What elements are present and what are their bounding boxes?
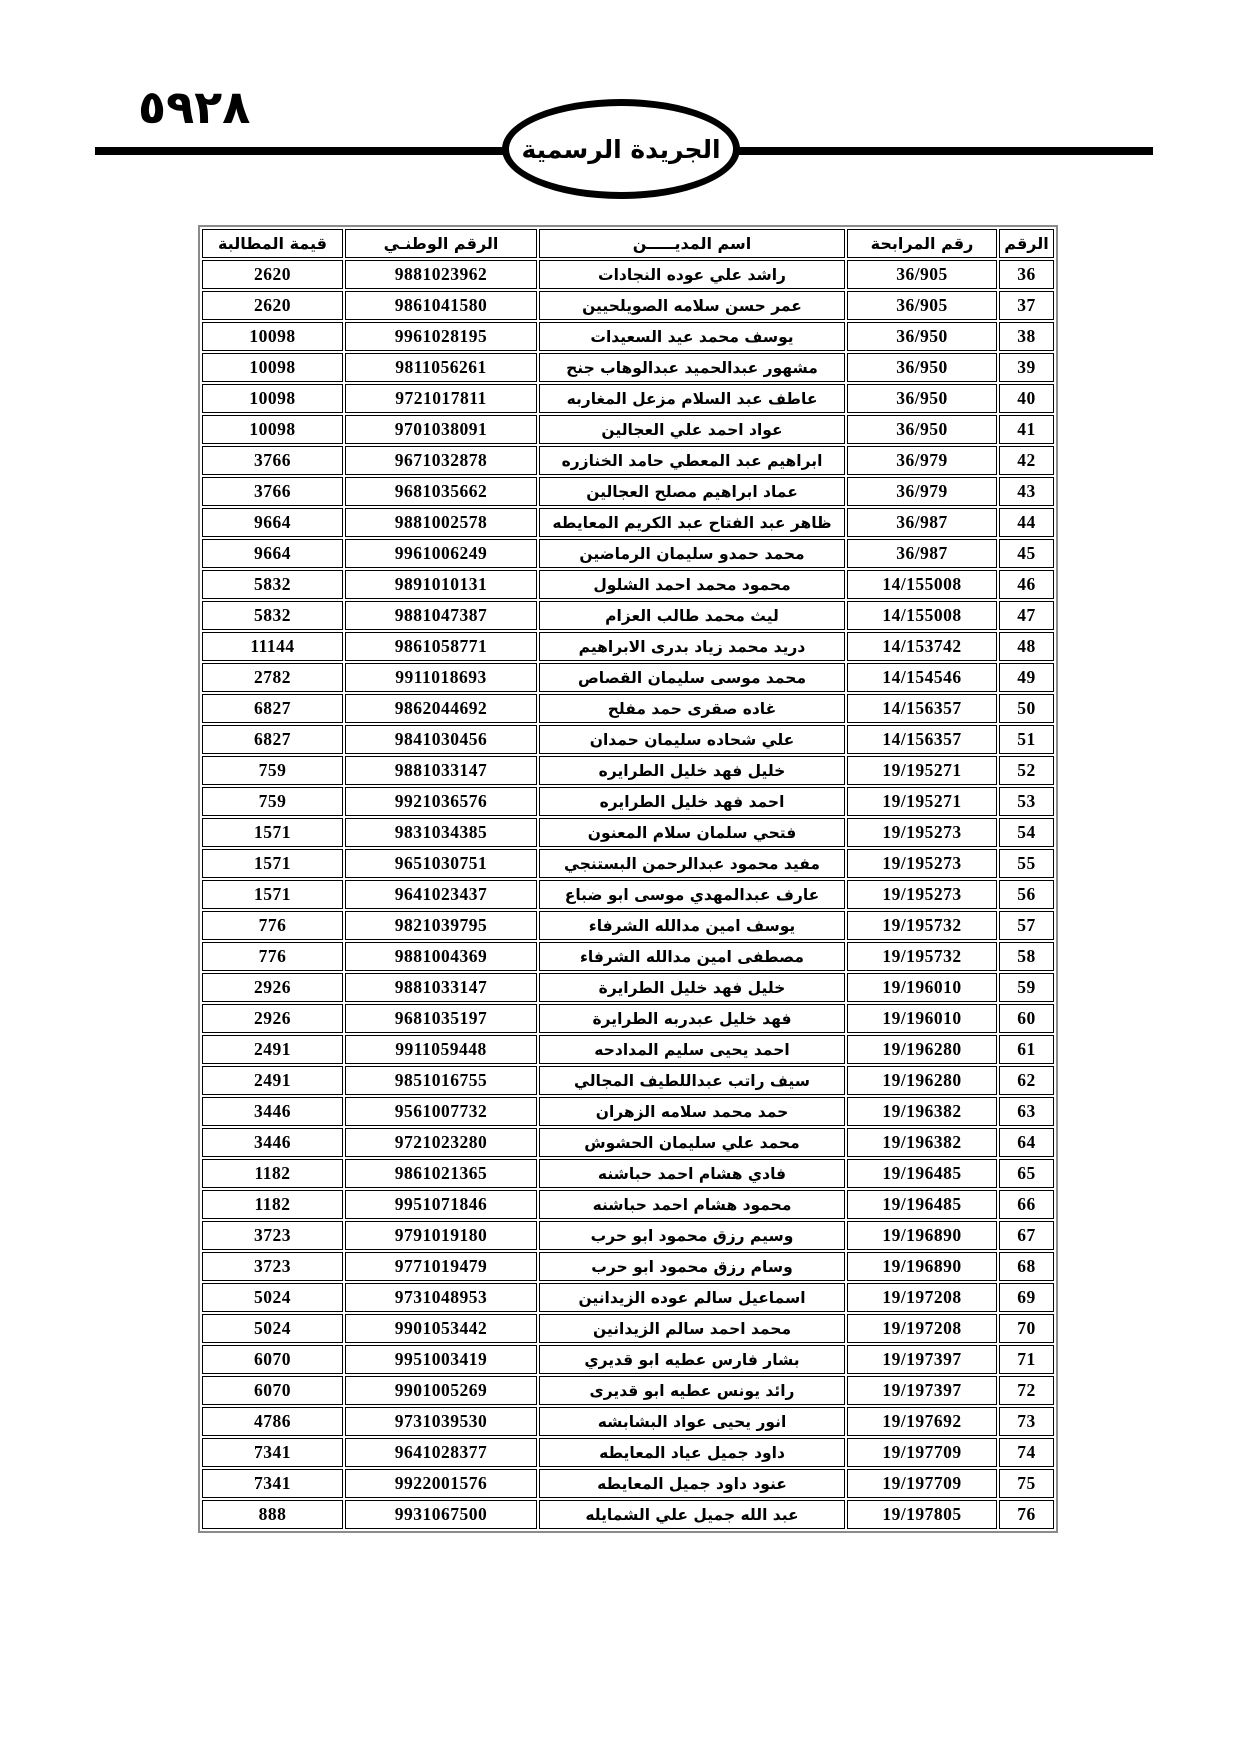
cell-claim-value: 6827 [202, 725, 343, 754]
cell-murabaha-number: 19/196382 [847, 1097, 997, 1126]
cell-debtor-name: عاطف عبد السلام مزعل المغاربه [539, 384, 845, 413]
cell-debtor-name: محمود محمد احمد الشلول [539, 570, 845, 599]
cell-number: 49 [999, 663, 1054, 692]
cell-number: 48 [999, 632, 1054, 661]
cell-murabaha-number: 36/979 [847, 446, 997, 475]
cell-claim-value: 10098 [202, 384, 343, 413]
cell-claim-value: 10098 [202, 353, 343, 382]
cell-debtor-name: انور يحيى عواد البشابشه [539, 1407, 845, 1436]
cell-murabaha-number: 19/195271 [847, 787, 997, 816]
table-row [202, 787, 1054, 816]
cell-claim-value: 2782 [202, 663, 343, 692]
table-row [202, 942, 1054, 971]
cell-number: 37 [999, 291, 1054, 320]
cell-national-number: 9721017811 [345, 384, 537, 413]
table-row [202, 1314, 1054, 1343]
cell-national-number: 9561007732 [345, 1097, 537, 1126]
cell-murabaha-number: 19/196890 [847, 1221, 997, 1250]
cell-murabaha-number: 36/987 [847, 539, 997, 568]
cell-murabaha-number: 19/195271 [847, 756, 997, 785]
cell-debtor-name: ظاهر عبد الفتاح عبد الكريم المعايطه [539, 508, 845, 537]
table-row [202, 508, 1054, 537]
cell-number: 53 [999, 787, 1054, 816]
cell-debtor-name: فتحي سلمان سلام المعنون [539, 818, 845, 847]
cell-claim-value: 9664 [202, 508, 343, 537]
table-row [202, 446, 1054, 475]
cell-debtor-name: محمد علي سليمان الحشوش [539, 1128, 845, 1157]
cell-national-number: 9891010131 [345, 570, 537, 599]
cell-debtor-name: عنود داود جميل المعايطه [539, 1469, 845, 1498]
cell-murabaha-number: 19/197805 [847, 1500, 997, 1529]
cell-debtor-name: محمد حمدو سليمان الرماضين [539, 539, 845, 568]
cell-debtor-name: غاده صقرى حمد مفلح [539, 694, 845, 723]
cell-claim-value: 888 [202, 1500, 343, 1529]
cell-national-number: 9791019180 [345, 1221, 537, 1250]
cell-number: 70 [999, 1314, 1054, 1343]
cell-murabaha-number: 14/155008 [847, 570, 997, 599]
table-row [202, 849, 1054, 878]
page-number: ٥٩٢٨ [138, 80, 251, 134]
cell-claim-value: 3766 [202, 477, 343, 506]
cell-debtor-name: اسماعيل سالم عوده الزيدانين [539, 1283, 845, 1312]
cell-national-number: 9901053442 [345, 1314, 537, 1343]
cell-debtor-name: احمد يحيى سليم المدادحه [539, 1035, 845, 1064]
table-row [202, 1221, 1054, 1250]
cell-national-number: 9881023962 [345, 260, 537, 289]
cell-number: 69 [999, 1283, 1054, 1312]
cell-debtor-name: مفيد محمود عبدالرحمن البستنجي [539, 849, 845, 878]
cell-number: 52 [999, 756, 1054, 785]
table-row [202, 973, 1054, 1002]
cell-debtor-name: بشار فارس عطيه ابو قديري [539, 1345, 845, 1374]
table-row [202, 570, 1054, 599]
cell-claim-value: 3446 [202, 1097, 343, 1126]
gazette-title: الجريدة الرسمية [521, 134, 721, 164]
cell-claim-value: 5024 [202, 1283, 343, 1312]
cell-debtor-name: ابراهيم عبد المعطي حامد الخنازره [539, 446, 845, 475]
cell-national-number: 9901005269 [345, 1376, 537, 1405]
cell-national-number: 9831034385 [345, 818, 537, 847]
cell-national-number: 9881002578 [345, 508, 537, 537]
table-row [202, 539, 1054, 568]
cell-national-number: 9861021365 [345, 1159, 537, 1188]
cell-number: 72 [999, 1376, 1054, 1405]
cell-murabaha-number: 19/197397 [847, 1376, 997, 1405]
cell-national-number: 9931067500 [345, 1500, 537, 1529]
cell-national-number: 9881004369 [345, 942, 537, 971]
cell-national-number: 9651030751 [345, 849, 537, 878]
table-row [202, 1066, 1054, 1095]
cell-debtor-name: عواد احمد علي العجالين [539, 415, 845, 444]
cell-murabaha-number: 14/156357 [847, 694, 997, 723]
cell-debtor-name: سيف راتب عبداللطيف المجالي [539, 1066, 845, 1095]
cell-claim-value: 1571 [202, 880, 343, 909]
cell-number: 64 [999, 1128, 1054, 1157]
table-row [202, 415, 1054, 444]
cell-national-number: 9861058771 [345, 632, 537, 661]
cell-debtor-name: وسيم رزق محمود ابو حرب [539, 1221, 845, 1250]
table-row [202, 1283, 1054, 1312]
cell-national-number: 9681035197 [345, 1004, 537, 1033]
cell-debtor-name: عبد الله جميل علي الشمايله [539, 1500, 845, 1529]
cell-claim-value: 759 [202, 787, 343, 816]
cell-murabaha-number: 14/156357 [847, 725, 997, 754]
cell-number: 42 [999, 446, 1054, 475]
cell-claim-value: 9664 [202, 539, 343, 568]
cell-murabaha-number: 36/950 [847, 353, 997, 382]
table-row [202, 601, 1054, 630]
table-row [202, 1376, 1054, 1405]
table-row [202, 632, 1054, 661]
cell-claim-value: 776 [202, 942, 343, 971]
cell-number: 44 [999, 508, 1054, 537]
header-national-number: الرقم الوطنـي [345, 229, 537, 258]
cell-national-number: 9922001576 [345, 1469, 537, 1498]
cell-claim-value: 776 [202, 911, 343, 940]
cell-claim-value: 10098 [202, 415, 343, 444]
table-row [202, 1190, 1054, 1219]
cell-number: 66 [999, 1190, 1054, 1219]
cell-number: 74 [999, 1438, 1054, 1467]
cell-claim-value: 3723 [202, 1221, 343, 1250]
cell-murabaha-number: 19/197709 [847, 1438, 997, 1467]
cell-number: 73 [999, 1407, 1054, 1436]
cell-murabaha-number: 19/196485 [847, 1159, 997, 1188]
cell-claim-value: 5832 [202, 570, 343, 599]
cell-claim-value: 1571 [202, 818, 343, 847]
cell-murabaha-number: 19/196890 [847, 1252, 997, 1281]
cell-number: 58 [999, 942, 1054, 971]
cell-national-number: 9921036576 [345, 787, 537, 816]
cell-number: 59 [999, 973, 1054, 1002]
cell-number: 67 [999, 1221, 1054, 1250]
cell-claim-value: 3446 [202, 1128, 343, 1157]
cell-murabaha-number: 36/905 [847, 291, 997, 320]
header-number: الرقم [999, 229, 1054, 258]
cell-murabaha-number: 19/195732 [847, 942, 997, 971]
cell-claim-value: 2491 [202, 1066, 343, 1095]
cell-debtor-name: مشهور عبدالحميد عبدالوهاب جنح [539, 353, 845, 382]
cell-murabaha-number: 19/196280 [847, 1035, 997, 1064]
cell-claim-value: 10098 [202, 322, 343, 351]
cell-national-number: 9721023280 [345, 1128, 537, 1157]
cell-debtor-name: محمد موسى سليمان القصاص [539, 663, 845, 692]
cell-national-number: 9701038091 [345, 415, 537, 444]
cell-debtor-name: محمد احمد سالم الزيدانين [539, 1314, 845, 1343]
cell-national-number: 9961028195 [345, 322, 537, 351]
table-row [202, 477, 1054, 506]
cell-debtor-name: احمد فهد خليل الطرايره [539, 787, 845, 816]
cell-number: 60 [999, 1004, 1054, 1033]
cell-number: 55 [999, 849, 1054, 878]
cell-murabaha-number: 19/195273 [847, 818, 997, 847]
cell-national-number: 9771019479 [345, 1252, 537, 1281]
cell-national-number: 9961006249 [345, 539, 537, 568]
cell-debtor-name: علي شحاده سليمان حمدان [539, 725, 845, 754]
cell-national-number: 9851016755 [345, 1066, 537, 1095]
cell-debtor-name: مصطفى امين مدالله الشرفاء [539, 942, 845, 971]
cell-number: 41 [999, 415, 1054, 444]
cell-number: 54 [999, 818, 1054, 847]
table-row [202, 1252, 1054, 1281]
table-row [202, 1469, 1054, 1498]
cell-claim-value: 7341 [202, 1469, 343, 1498]
cell-claim-value: 1571 [202, 849, 343, 878]
cell-murabaha-number: 19/196280 [847, 1066, 997, 1095]
cell-number: 65 [999, 1159, 1054, 1188]
cell-murabaha-number: 19/196485 [847, 1190, 997, 1219]
header-debtor-name: اسم المديـــــن [539, 229, 845, 258]
cell-number: 57 [999, 911, 1054, 940]
cell-debtor-name: يوسف امين مدالله الشرفاء [539, 911, 845, 940]
cell-claim-value: 2491 [202, 1035, 343, 1064]
cell-murabaha-number: 14/154546 [847, 663, 997, 692]
cell-number: 47 [999, 601, 1054, 630]
cell-national-number: 9681035662 [345, 477, 537, 506]
cell-debtor-name: عارف عبدالمهدي موسى ابو ضباع [539, 880, 845, 909]
cell-national-number: 9951071846 [345, 1190, 537, 1219]
cell-murabaha-number: 36/950 [847, 322, 997, 351]
cell-national-number: 9641028377 [345, 1438, 537, 1467]
table-header-row [202, 229, 1054, 258]
cell-murabaha-number: 19/195273 [847, 849, 997, 878]
cell-murabaha-number: 36/979 [847, 477, 997, 506]
gazette-banner [502, 99, 740, 199]
table-row [202, 1004, 1054, 1033]
cell-national-number: 9862044692 [345, 694, 537, 723]
table-row [202, 322, 1054, 351]
cell-claim-value: 4786 [202, 1407, 343, 1436]
table-row [202, 911, 1054, 940]
cell-debtor-name: محمود هشام احمد حباشنه [539, 1190, 845, 1219]
cell-claim-value: 2926 [202, 973, 343, 1002]
cell-number: 51 [999, 725, 1054, 754]
cell-murabaha-number: 19/196010 [847, 973, 997, 1002]
cell-number: 39 [999, 353, 1054, 382]
cell-number: 36 [999, 260, 1054, 289]
table-row [202, 1097, 1054, 1126]
table-row [202, 384, 1054, 413]
cell-national-number: 9811056261 [345, 353, 537, 382]
cell-claim-value: 5024 [202, 1314, 343, 1343]
cell-number: 45 [999, 539, 1054, 568]
cell-murabaha-number: 14/153742 [847, 632, 997, 661]
cell-murabaha-number: 19/195732 [847, 911, 997, 940]
cell-murabaha-number: 19/197208 [847, 1283, 997, 1312]
cell-claim-value: 2620 [202, 260, 343, 289]
table-row [202, 1407, 1054, 1436]
cell-murabaha-number: 19/196010 [847, 1004, 997, 1033]
cell-claim-value: 2926 [202, 1004, 343, 1033]
cell-murabaha-number: 36/950 [847, 415, 997, 444]
table-row [202, 353, 1054, 382]
cell-number: 76 [999, 1500, 1054, 1529]
cell-number: 75 [999, 1469, 1054, 1498]
table-row [202, 818, 1054, 847]
cell-debtor-name: ليث محمد طالب العزام [539, 601, 845, 630]
table-row [202, 1438, 1054, 1467]
cell-number: 68 [999, 1252, 1054, 1281]
cell-claim-value: 11144 [202, 632, 343, 661]
cell-murabaha-number: 14/155008 [847, 601, 997, 630]
cell-murabaha-number: 36/950 [847, 384, 997, 413]
cell-national-number: 9641023437 [345, 880, 537, 909]
table-row [202, 291, 1054, 320]
cell-debtor-name: خليل فهد خليل الطرايرة [539, 973, 845, 1002]
cell-debtor-name: عماد ابراهيم مصلح العجالين [539, 477, 845, 506]
table-row [202, 694, 1054, 723]
cell-national-number: 9911059448 [345, 1035, 537, 1064]
cell-debtor-name: يوسف محمد عيد السعيدات [539, 322, 845, 351]
cell-debtor-name: فهد خليل عبدربه الطرايرة [539, 1004, 845, 1033]
cell-national-number: 9881033147 [345, 973, 537, 1002]
table-row [202, 1345, 1054, 1374]
table-row [202, 260, 1054, 289]
cell-national-number: 9671032878 [345, 446, 537, 475]
cell-debtor-name: رائد يونس عطيه ابو قديرى [539, 1376, 845, 1405]
cell-debtor-name: حمد محمد سلامه الزهران [539, 1097, 845, 1126]
cell-murabaha-number: 36/987 [847, 508, 997, 537]
cell-national-number: 9731039530 [345, 1407, 537, 1436]
cell-claim-value: 6070 [202, 1376, 343, 1405]
cell-debtor-name: فادي هشام احمد حباشنه [539, 1159, 845, 1188]
cell-number: 50 [999, 694, 1054, 723]
cell-claim-value: 759 [202, 756, 343, 785]
cell-national-number: 9881047387 [345, 601, 537, 630]
cell-number: 71 [999, 1345, 1054, 1374]
table-row [202, 1128, 1054, 1157]
cell-murabaha-number: 19/197397 [847, 1345, 997, 1374]
cell-national-number: 9951003419 [345, 1345, 537, 1374]
cell-number: 62 [999, 1066, 1054, 1095]
cell-claim-value: 5832 [202, 601, 343, 630]
cell-debtor-name: وسام رزق محمود ابو حرب [539, 1252, 845, 1281]
cell-national-number: 9821039795 [345, 911, 537, 940]
cell-claim-value: 6070 [202, 1345, 343, 1374]
cell-number: 46 [999, 570, 1054, 599]
cell-murabaha-number: 36/905 [847, 260, 997, 289]
cell-claim-value: 1182 [202, 1190, 343, 1219]
cell-national-number: 9841030456 [345, 725, 537, 754]
cell-number: 43 [999, 477, 1054, 506]
table-row [202, 725, 1054, 754]
cell-number: 40 [999, 384, 1054, 413]
debtors-table [198, 225, 1058, 1533]
cell-national-number: 9731048953 [345, 1283, 537, 1312]
cell-murabaha-number: 19/197692 [847, 1407, 997, 1436]
cell-claim-value: 2620 [202, 291, 343, 320]
cell-debtor-name: عمر حسن سلامه الصويلحيين [539, 291, 845, 320]
cell-debtor-name: داود جميل عياد المعايطه [539, 1438, 845, 1467]
cell-national-number: 9911018693 [345, 663, 537, 692]
table-body [202, 260, 1054, 1529]
table-row [202, 756, 1054, 785]
cell-debtor-name: دريد محمد زياد بدرى الابراهيم [539, 632, 845, 661]
cell-debtor-name: خليل فهد خليل الطرايره [539, 756, 845, 785]
cell-national-number: 9881033147 [345, 756, 537, 785]
cell-claim-value: 6827 [202, 694, 343, 723]
cell-national-number: 9861041580 [345, 291, 537, 320]
cell-number: 38 [999, 322, 1054, 351]
cell-claim-value: 1182 [202, 1159, 343, 1188]
table-row [202, 880, 1054, 909]
cell-murabaha-number: 19/196382 [847, 1128, 997, 1157]
cell-claim-value: 7341 [202, 1438, 343, 1467]
cell-murabaha-number: 19/197709 [847, 1469, 997, 1498]
cell-murabaha-number: 19/195273 [847, 880, 997, 909]
table-row [202, 1159, 1054, 1188]
table-row [202, 1500, 1054, 1529]
header-murabaha-number: رقم المرابحة [847, 229, 997, 258]
cell-murabaha-number: 19/197208 [847, 1314, 997, 1343]
table-row [202, 1035, 1054, 1064]
cell-claim-value: 3723 [202, 1252, 343, 1281]
cell-number: 56 [999, 880, 1054, 909]
cell-claim-value: 3766 [202, 446, 343, 475]
table-row [202, 663, 1054, 692]
cell-number: 61 [999, 1035, 1054, 1064]
cell-number: 63 [999, 1097, 1054, 1126]
cell-debtor-name: راشد علي عوده النجادات [539, 260, 845, 289]
header-claim-value: قيمة المطالبة [202, 229, 343, 258]
